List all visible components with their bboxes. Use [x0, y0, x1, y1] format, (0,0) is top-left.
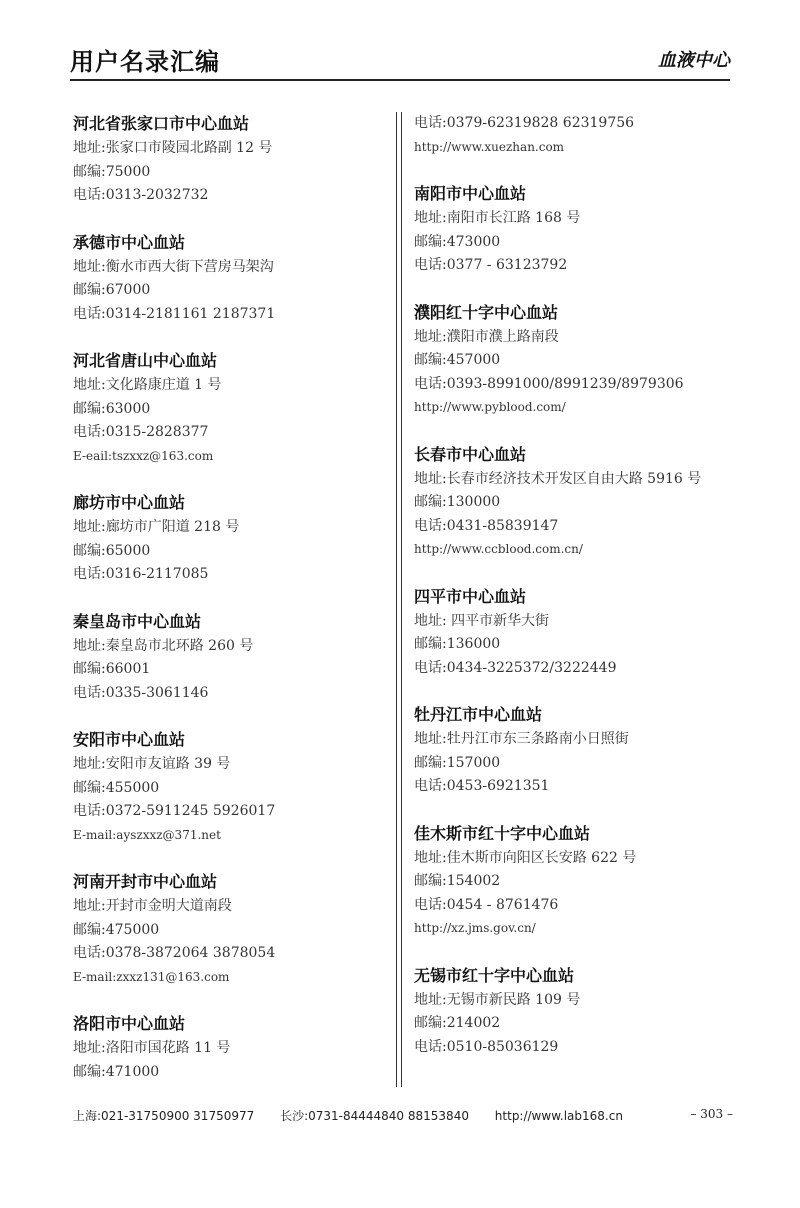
entry-line: 电话:0314-2181161 2187371 [73, 305, 276, 322]
directory-entry [73, 728, 393, 847]
entry-line: 电话:0335-3061146 [73, 684, 209, 701]
directory-entry [73, 112, 393, 208]
entry-line: 邮编:475000 [73, 921, 160, 938]
entry-line: 电话:0393-8991000/8991239/8979306 [414, 375, 684, 392]
entry-title: 南阳市中心血站 [414, 184, 527, 203]
entry-line: 邮编:471000 [73, 1063, 160, 1080]
entry-line: 地址:张家口市陵园北路副 12 号 [73, 140, 273, 156]
entry-line: 邮编:154002 [414, 873, 501, 889]
directory-entry [414, 964, 734, 1060]
entry-line: 电话:0372-5911245 5926017 [73, 803, 276, 819]
directory-entry [73, 349, 393, 468]
footer-changsha-phone: 长沙:0731-84444840 88153840 [280, 1109, 469, 1123]
entry-line: 地址:长春市经济技术开发区自由大路 5916 号 [414, 470, 702, 487]
entry-title: 无锡市红十字中心血站 [414, 965, 575, 985]
entry-line: 邮编:63000 [73, 400, 151, 417]
entry-title: 长春市中心血站 [414, 444, 527, 464]
header-divider [70, 79, 730, 81]
entry-line: 邮编:67000 [73, 282, 151, 298]
directory-entry [414, 822, 734, 941]
entry-title: 牡丹江市中心血站 [414, 705, 543, 724]
left-column [73, 112, 393, 1107]
entry-line: 地址:牡丹江市东三条路南小日照街 [414, 731, 629, 747]
entry-line: 电话:0454 - 8761476 [414, 896, 559, 913]
entry-line: 电话:0313-2032732 [73, 187, 209, 203]
page-footer [73, 1107, 733, 1124]
entry-title: 四平市中心血站 [414, 586, 527, 606]
continued-entry [414, 112, 734, 159]
directory-entry [73, 870, 393, 989]
entry-line: 电话:0431-85839147 [414, 517, 559, 534]
entry-line: 电话:0315-2828377 [73, 424, 209, 440]
footer-website: http://www.lab168.cn [494, 1109, 623, 1123]
entry-title: 河南开封市中心血站 [73, 872, 218, 891]
entry-title: 秦皇岛市中心血站 [73, 611, 202, 631]
entry-line: 地址: 四平市新华大街 [414, 612, 550, 629]
entry-line: http://xz.jms.gov.cn/ [414, 921, 536, 935]
header-section-tag: 血液中心 [658, 50, 730, 71]
page-number: – 303 – [690, 1107, 733, 1121]
entry-title: 河北省唐山中心血站 [73, 351, 218, 370]
directory-entry [73, 610, 393, 706]
entry-line: 邮编:130000 [414, 494, 501, 510]
entry-line: E-mail:zxxz131@163.com [73, 969, 230, 984]
entry-line: 地址:南阳市长江路 168 号 [414, 210, 581, 226]
entry-line: 地址:佳木斯市向阳区长安路 622 号 [414, 849, 637, 866]
entry-line: http://www.ccblood.com.cn/ [414, 542, 583, 556]
entry-title: 河北省张家口市中心血站 [73, 114, 250, 133]
directory-entry [414, 301, 734, 420]
page-header [70, 40, 730, 78]
entry-title: 佳木斯市红十字中心血站 [414, 823, 591, 843]
entry-line: 邮编:473000 [414, 233, 501, 250]
entry-title: 承德市中心血站 [73, 232, 186, 252]
entry-line: 邮编:214002 [414, 1015, 501, 1031]
entry-line: 电话:0510-85036129 [414, 1038, 559, 1055]
directory-entry [73, 491, 393, 587]
entry-line: 电话:0434-3225372/3222449 [414, 659, 617, 676]
entry-line: 电话:0377 - 63123792 [414, 257, 568, 273]
entry-title: 安阳市中心血站 [73, 730, 186, 749]
entry-line: 地址:文化路康庄道 1 号 [73, 377, 222, 393]
entry-line: 邮编:66001 [73, 661, 151, 677]
entry-line: 邮编:455000 [73, 779, 160, 796]
directory-entry [414, 182, 734, 278]
entry-line: E-mail:ayszxxz@371.net [73, 827, 221, 842]
entry-line: 邮编:157000 [414, 754, 501, 771]
footer-shanghai-phone: 上海:021-31750900 31750977 [73, 1109, 255, 1123]
directory-entry [414, 703, 734, 799]
right-column [414, 112, 734, 1082]
entry-line: 地址:秦皇岛市北环路 260 号 [73, 637, 254, 654]
entry-line: 邮编:75000 [73, 163, 151, 180]
entry-line: 地址:濮阳市濮上路南段 [414, 328, 559, 345]
directory-entry [73, 231, 393, 327]
directory-entry [414, 585, 734, 681]
directory-entry [414, 443, 734, 562]
entry-line: 地址:无锡市新民路 109 号 [414, 991, 581, 1008]
entry-line: http://www.pyblood.com/ [414, 400, 566, 414]
entry-line: 电话:0316-2117085 [73, 566, 209, 582]
entry-title: 洛阳市中心血站 [73, 1014, 186, 1033]
entry-title: 濮阳红十字中心血站 [414, 302, 559, 322]
entry-line: 地址:衡水市西大街下营房马架沟 [73, 258, 274, 275]
entry-line: 邮编:457000 [414, 352, 501, 368]
entry-line: 地址:洛阳市国花路 11 号 [73, 1040, 231, 1056]
entry-line: 邮编:136000 [414, 636, 501, 652]
entry-line: http://www.xuezhan.com [414, 139, 565, 154]
entry-line: 电话:0378-3872064 3878054 [73, 945, 276, 961]
entry-line: E-eail:tszxxz@163.com [73, 448, 214, 463]
entry-line: 邮编:65000 [73, 542, 151, 559]
entry-title: 廊坊市中心血站 [73, 493, 186, 512]
entry-line: 地址:廊坊市广阳道 218 号 [73, 519, 240, 535]
entry-line: 地址:安阳市友谊路 39 号 [73, 756, 231, 772]
header-title: 用户名录汇编 [70, 48, 220, 76]
directory-entry [73, 1012, 393, 1084]
entry-line: 电话:0453-6921351 [414, 778, 550, 794]
entry-line: 地址:开封市金明大道南段 [73, 898, 232, 914]
column-divider [396, 112, 402, 1087]
entry-line: 电话:0379-62319828 62319756 [414, 115, 635, 131]
